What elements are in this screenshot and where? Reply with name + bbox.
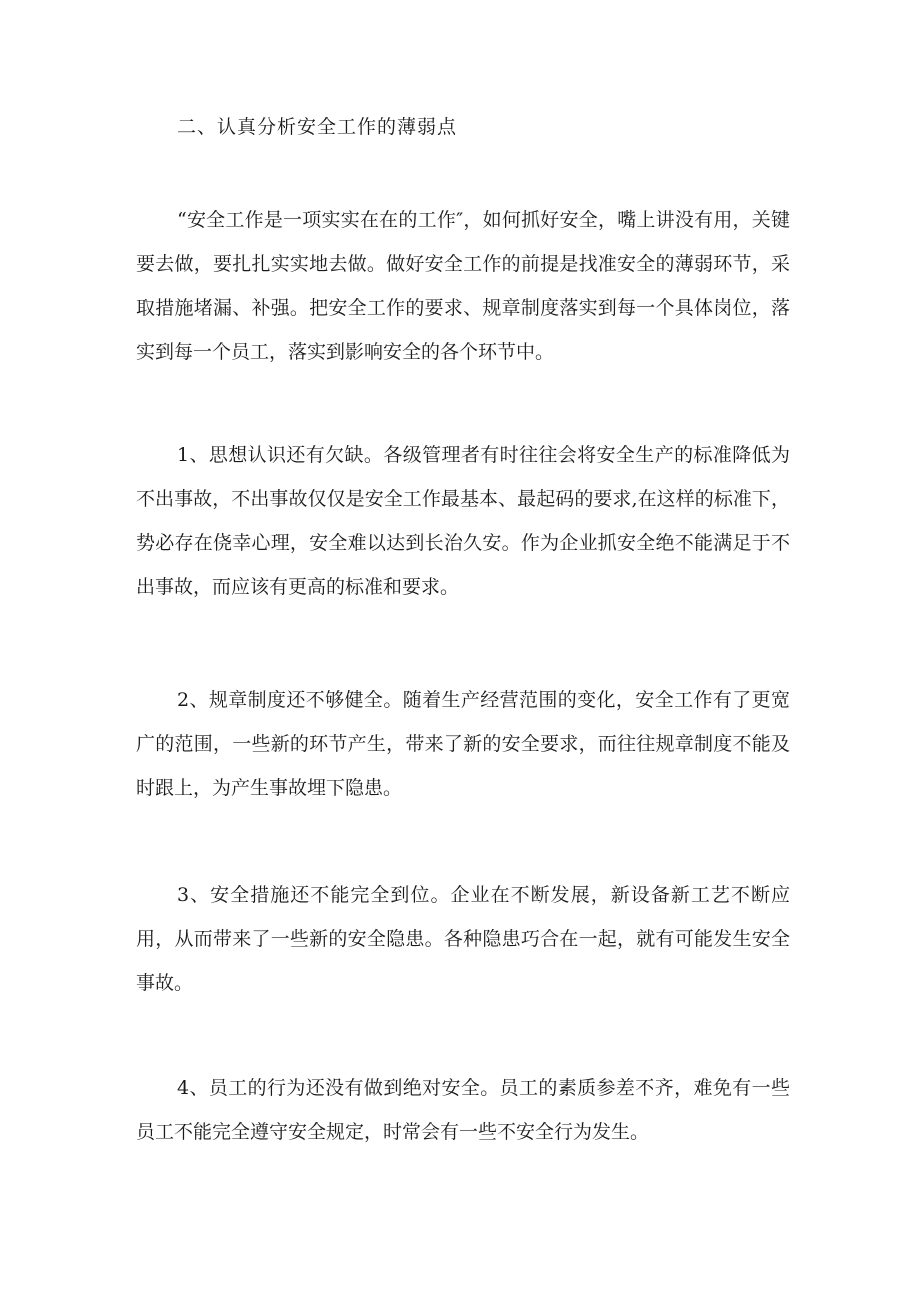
section-heading: 二、认真分析安全工作的薄弱点 (177, 116, 458, 138)
point-3-paragraph: 3、安全措施还不能完全到位。企业在不断发展，新设备新工艺不断应用，从而带来了一些新的安全隐患。各种隐患巧合在一起，就有可能发生安全事故。 (136, 884, 790, 994)
point-2-paragraph: 2、规章制度还不够健全。随着生产经营范围的变化，安全工作有了更宽广的范围，一些新的环节产生，带来了新的安全要求，而往往规章制度不能及时跟上，为产生事故埋下隐患。 (136, 689, 790, 799)
point-1-paragraph: 1、思想认识还有欠缺。各级管理者有时往往会将安全生产的标准降低为不出事故，不出事故仅仅是安全工作最基本、最起码的要求,在这样的标准下，势必存在侥幸心理，安全难以达到长治久安。作为企业抓安全绝不能满足于不出事故，而应该有更高的标准和要求。 (136, 444, 790, 598)
intro-paragraph: “安全工作是一项实实在在的工作″，如何抓好安全，嘴上讲没有用，关键要去做，要扎扎实实地去做。做好安全工作的前提是找准安全的薄弱环节，采取措施堵漏、补强。把安全工作的要求、规章制度落实到每一个具体岗位，落实到每一个员工，落实到影响安全的各个环节中。 (136, 209, 790, 363)
point-4-paragraph: 4、员工的行为还没有做到绝对安全。员工的素质参差不齐，难免有一些员工不能完全遵守安全规定，时常会有一些不安全行为发生。 (136, 1077, 790, 1143)
